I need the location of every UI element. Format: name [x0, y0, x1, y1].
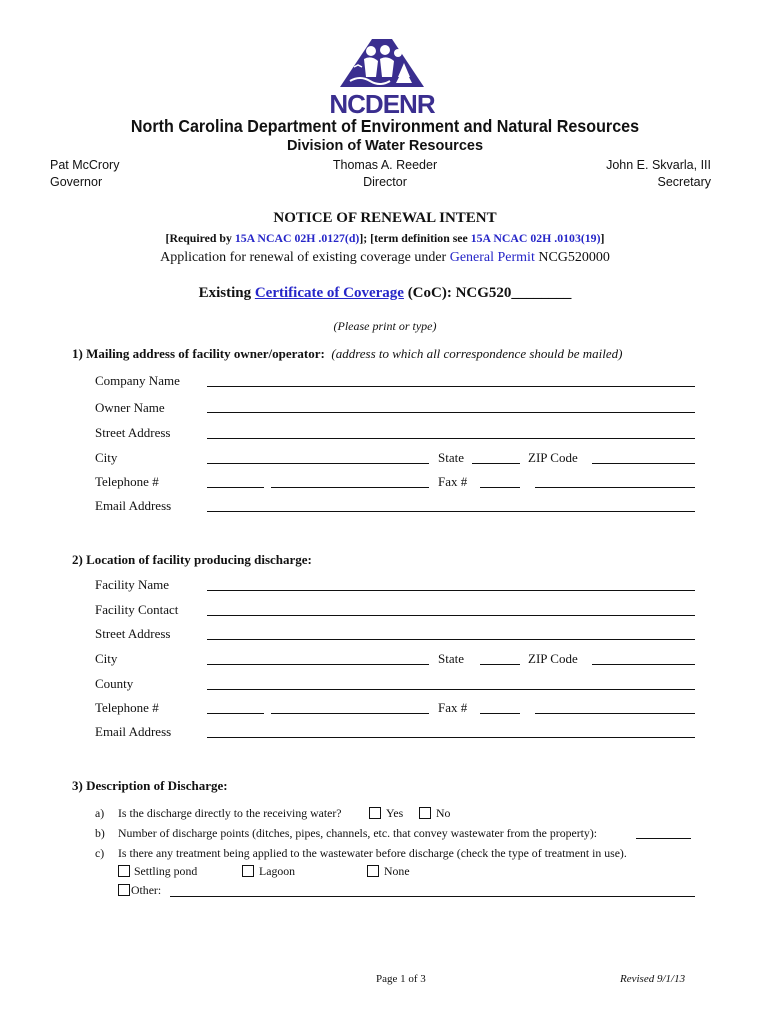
settling-pond-checkbox[interactable] — [118, 865, 130, 877]
req-text-pre: [Required by — [165, 231, 235, 245]
other-field[interactable] — [170, 896, 695, 897]
owner-name-label: Owner Name — [95, 400, 165, 415]
city-label: City — [95, 450, 118, 465]
facility-contact-label: Facility Contact — [95, 602, 179, 617]
coc-number-field[interactable]: (CoC): NCG520________ — [403, 285, 572, 301]
notice-title: NOTICE OF RENEWAL INTENT — [273, 210, 497, 226]
application-line — [0, 250, 770, 266]
secretary-name: John E. Skvarla, III — [606, 158, 711, 172]
facility-fax-label: Fax # — [438, 700, 468, 715]
area-code-field[interactable] — [207, 487, 264, 488]
facility-street-label: Street Address — [95, 626, 171, 641]
telephone-field[interactable] — [271, 487, 429, 488]
state-field[interactable] — [472, 463, 520, 464]
facility-contact-field[interactable] — [207, 615, 695, 616]
governor-block — [50, 157, 119, 191]
facility-state-label: State — [438, 651, 464, 666]
question-a-letter: a) — [95, 806, 105, 820]
facility-telephone-label: Telephone # — [95, 700, 159, 715]
facility-zip-field[interactable] — [592, 664, 695, 665]
street-address-label: Street Address — [95, 425, 171, 440]
governor-title: Governor — [50, 175, 103, 189]
yes-checkbox[interactable] — [369, 807, 381, 819]
facility-email-label: Email Address — [95, 724, 172, 739]
street-address-field[interactable] — [207, 438, 695, 439]
section1-note: (address to which all correspondence should be mailed) — [331, 346, 623, 361]
req-text-post: ] — [600, 231, 605, 245]
director-name: Thomas A. Reeder — [332, 158, 438, 172]
rule-link-0103[interactable]: 15A NCAC 02H .0103(19) — [470, 231, 601, 245]
state-label: State — [438, 450, 464, 465]
req-text-mid: ]; [term definition see — [359, 231, 471, 245]
print-hint: (Please print or type) — [333, 319, 437, 333]
zip-field[interactable] — [592, 463, 695, 464]
rule-link-0127[interactable]: 15A NCAC 02H .0127(d) — [234, 231, 360, 245]
app-text-pre: Application for renewal of existing coverage under — [160, 250, 450, 265]
facility-zip-label: ZIP Code — [528, 651, 578, 666]
coc-line — [0, 285, 770, 302]
revision-date: Revised 9/1/13 — [620, 973, 686, 985]
secretary-title: Secretary — [657, 175, 711, 189]
owner-name-field[interactable] — [207, 412, 695, 413]
division-name: Division of Water Resources — [286, 138, 484, 154]
lagoon-checkbox[interactable] — [242, 865, 254, 877]
no-checkbox[interactable] — [419, 807, 431, 819]
app-text-post: NCG520000 — [534, 250, 610, 265]
city-field[interactable] — [207, 463, 429, 464]
company-name-label: Company Name — [95, 373, 180, 388]
email-field[interactable] — [207, 511, 695, 512]
department-name: North Carolina Department of Environment and Natural Resources — [130, 116, 640, 136]
facility-fax-field[interactable] — [535, 713, 695, 714]
fax-area-code-field[interactable] — [480, 487, 520, 488]
fax-label: Fax # — [438, 474, 468, 489]
facility-city-label: City — [95, 651, 118, 666]
other-checkbox[interactable] — [118, 884, 130, 896]
facility-area-code-field[interactable] — [207, 713, 264, 714]
no-label: No — [436, 806, 451, 820]
lagoon-label: Lagoon — [259, 864, 296, 878]
facility-name-label: Facility Name — [95, 577, 170, 592]
settling-pond-label: Settling pond — [134, 864, 198, 878]
zip-label: ZIP Code — [528, 450, 578, 465]
none-label: None — [384, 864, 410, 878]
question-a-text: Is the discharge directly to the receiving water? — [118, 806, 342, 820]
facility-street-field[interactable] — [207, 639, 695, 640]
secretary-block — [606, 157, 711, 191]
section1-heading: 1) Mailing address of facility owner/operator: (address to which all correspondence should be mailed) — [72, 346, 623, 361]
facility-city-field[interactable] — [207, 664, 429, 665]
question-c-letter: c) — [95, 846, 105, 860]
none-checkbox[interactable] — [367, 865, 379, 877]
section3-heading: 3) Description of Discharge: — [72, 778, 228, 793]
company-name-field[interactable] — [207, 386, 695, 387]
section2-heading: 2) Location of facility producing discharge: — [72, 552, 312, 567]
coc-link[interactable]: Certificate of Coverage — [254, 285, 404, 301]
yes-label: Yes — [386, 806, 404, 820]
question-b-text: Number of discharge points (ditches, pipes, channels, etc. that convey wastewater from the property): — [118, 826, 598, 840]
page-number: Page 1 of 3 — [376, 973, 426, 985]
governor-name: Pat McCrory — [50, 158, 120, 172]
question-c-text: Is there any treatment being applied to the wastewater before discharge (check the type of treatment in use). — [118, 846, 627, 860]
fax-field[interactable] — [535, 487, 695, 488]
discharge-points-field[interactable] — [636, 838, 691, 839]
facility-name-field[interactable] — [207, 590, 695, 591]
facility-email-field[interactable] — [207, 737, 695, 738]
other-label: Other: — [131, 883, 162, 897]
facility-fax-area-code-field[interactable] — [480, 713, 520, 714]
director-block — [285, 157, 485, 191]
facility-telephone-field[interactable] — [271, 713, 429, 714]
email-label: Email Address — [95, 498, 172, 513]
coc-text-pre: Existing — [198, 285, 255, 301]
logo-wordmark: NCDENR — [329, 89, 435, 119]
county-label: County — [95, 676, 134, 691]
question-b-letter: b) — [95, 826, 105, 840]
requirement-line — [0, 231, 770, 246]
general-permit-link[interactable]: General Permit — [449, 250, 535, 265]
telephone-label: Telephone # — [95, 474, 159, 489]
county-field[interactable] — [207, 689, 695, 690]
director-title: Director — [363, 175, 407, 189]
facility-state-field[interactable] — [480, 664, 520, 665]
